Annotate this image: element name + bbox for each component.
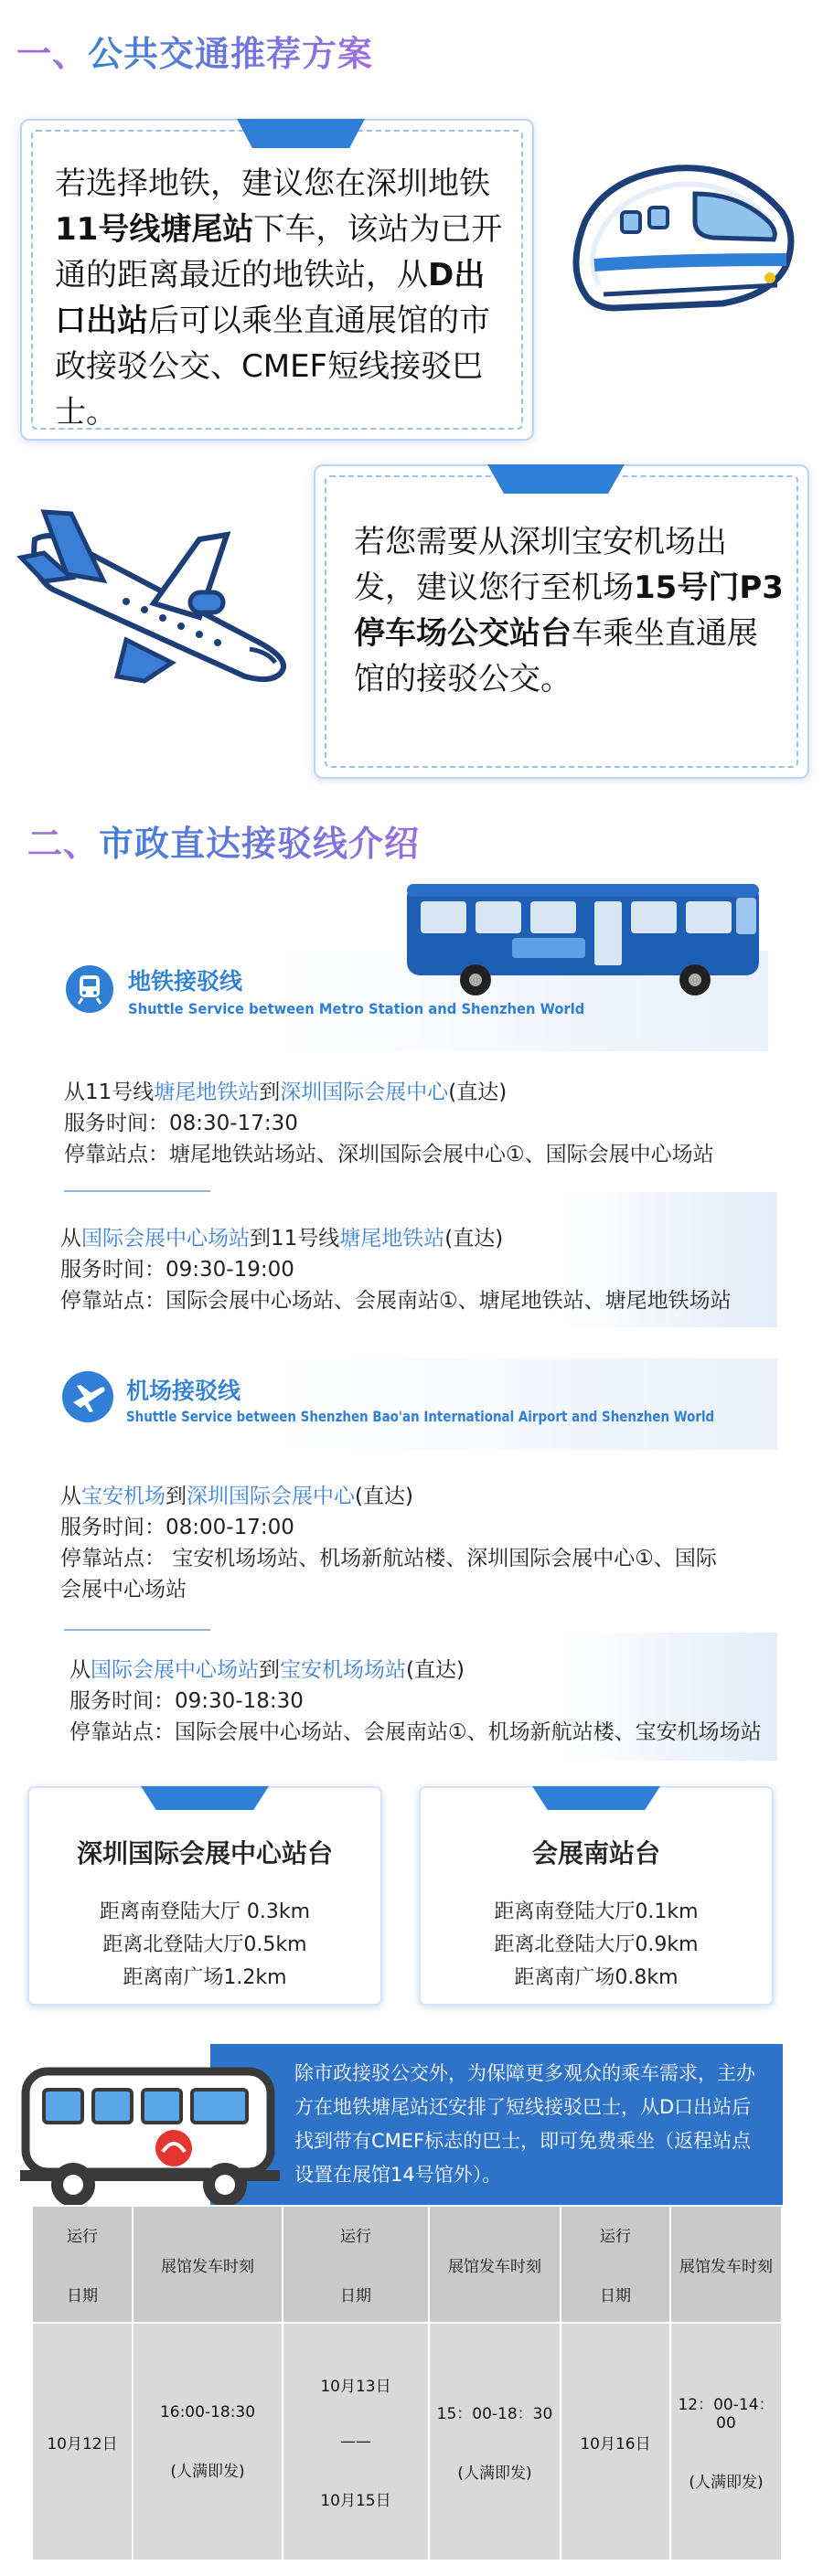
route-service-time: 服务时间：08:30-17:30: [64, 1112, 298, 1135]
metro-advice-text: 若选择地铁，建议您在深圳地铁11号线塘尾站下车，该站为已开通的距离最近的地铁站，从D出口出站后可以乘坐直通展馆的市政接驳公交、CMEF短线接驳巴士。: [55, 165, 503, 431]
airplane-badge-icon: [62, 1371, 113, 1422]
route-direction: 从11号线塘尾地铁站到深圳国际会展中心(直达): [64, 1080, 508, 1104]
table-row: [32, 2323, 782, 2560]
route-stops: 停靠站点：塘尾地铁站场站、深圳国际会展中心①、国际会展中心场站: [64, 1143, 714, 1166]
airport-advice-box: [314, 464, 809, 779]
stop-distance: 距离南广场0.8km: [514, 1966, 679, 1989]
time-cell: 16:00-18:30 (人满即发): [133, 2323, 283, 2560]
date-cell: 10月13日 —— 10月15日: [283, 2323, 429, 2560]
stop-distance: 距离南登陆大厅0.1km: [494, 1900, 699, 1923]
route-direction: 从宝安机场到深圳国际会展中心(直达): [60, 1485, 413, 1508]
metro-line-subtitle: Shuttle Service between Metro Station and Shenzhen World: [128, 1000, 585, 1017]
section1-heading: 一、公共交通推荐方案: [16, 34, 374, 74]
route-stops: 停靠站点： 宝安机场场站、机场新航站楼、深圳国际会展中心①、国际: [60, 1547, 717, 1570]
table-header-row: [32, 2206, 782, 2323]
box-tab: [237, 119, 365, 148]
airport-line-title: 机场接驳线: [126, 1378, 241, 1404]
stop-box-exhibition-center: [27, 1786, 382, 2006]
box-tab: [487, 464, 625, 494]
col-header-depart: 展馆发车时刻: [670, 2206, 782, 2323]
airport-route-1: [60, 1481, 792, 1605]
route-service-time: 服务时间：09:30-19:00: [60, 1258, 294, 1282]
route-stops-cont: 会展中心场站: [60, 1578, 187, 1602]
route-direction: 从国际会展中心场站到11号线塘尾地铁站(直达): [60, 1227, 504, 1251]
airport-advice-text: 若您需要从深圳宝安机场出发，建议您行至机场15号门P3停车场公交站台车乘坐直通展馆的接驳公交。: [354, 524, 784, 697]
route-stops: 停靠站点：国际会展中心场站、会展南站①、塘尾地铁站、塘尾地铁场站: [60, 1289, 732, 1313]
col-header-date: 运行 日期: [561, 2206, 670, 2323]
metro-advice-box: [20, 119, 534, 441]
date-cell: 10月12日: [32, 2323, 133, 2560]
col-header-depart: 展馆发车时刻: [133, 2206, 283, 2323]
stop-distance: 距离北登陆大厅0.9km: [494, 1933, 699, 1956]
stop-title: 深圳国际会展中心站台: [76, 1838, 333, 1868]
metro-line-title: 地铁接驳线: [128, 968, 243, 995]
route-service-time: 服务时间：08:00-17:00: [60, 1516, 294, 1539]
airport-route-2: [69, 1655, 792, 1748]
col-header-date: 运行 日期: [283, 2206, 429, 2323]
col-header-date: 运行 日期: [32, 2206, 133, 2323]
stop-box-south: [419, 1786, 774, 2006]
city-bus-image: [402, 879, 768, 998]
metro-train-icon: [66, 965, 113, 1013]
shuttle-note-text: 除市政接驳公交外，为保障更多观众的乘车需求，主办方在地铁塘尾站还安排了短线接驳巴士，从D口出站后找到带有CMEF标志的巴士，即可免费乘坐（返程站点设置在展馆14号馆外）。: [294, 2062, 755, 2186]
time-cell: 12：00-14：00 (人满即发): [670, 2323, 782, 2560]
high-speed-train-icon: [558, 157, 805, 331]
metro-route-1: [64, 1077, 796, 1170]
shuttle-bus-icon: [13, 2062, 287, 2218]
stop-distance: 距离南登陆大厅 0.3km: [99, 1900, 311, 1923]
date-cell: 10月16日: [561, 2323, 670, 2560]
stop-distance: 距离北登陆大厅0.5km: [102, 1933, 307, 1956]
metro-route-2: [60, 1223, 792, 1316]
col-header-depart: 展馆发车时刻: [429, 2206, 561, 2323]
shuttle-schedule-table: [31, 2205, 783, 2561]
airplane-icon: [16, 503, 309, 686]
route-stops: 停靠站点：国际会展中心场站、会展南站①、机场新航站楼、宝安机场场站: [69, 1720, 762, 1744]
section2-heading: 二、市政直达接驳线介绍: [27, 824, 421, 864]
stop-title: 会展南站台: [531, 1838, 660, 1868]
divider: [64, 1629, 210, 1631]
time-cell: 15：00-18：30 (人满即发): [429, 2323, 561, 2560]
route-direction: 从国际会展中心场站到宝安机场场站(直达): [69, 1658, 465, 1682]
stop-distance: 距离南广场1.2km: [123, 1966, 287, 1989]
route-service-time: 服务时间：09:30-18:30: [69, 1689, 304, 1713]
airport-line-subtitle: Shuttle Service between Shenzhen Bao'an International Airport and Shenzhen World: [126, 1408, 715, 1425]
